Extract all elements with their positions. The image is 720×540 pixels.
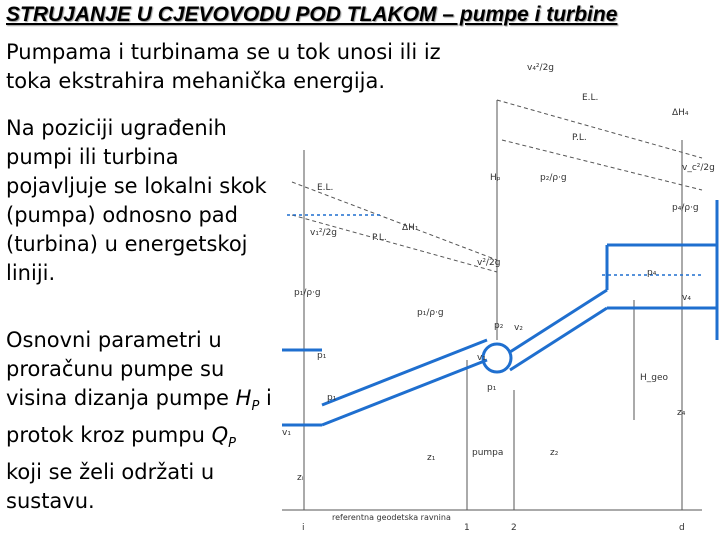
v4-label: v₄: [682, 293, 691, 303]
v2-label: v₂: [514, 323, 523, 333]
pl-right-label: P.L.: [572, 133, 587, 143]
pump-energy-diagram: [262, 40, 720, 540]
section-d-label: d: [679, 523, 685, 533]
el-right-label: E.L.: [582, 93, 599, 103]
section-2-label: 2: [511, 523, 517, 533]
v1-label: v₁: [282, 428, 291, 438]
z4-label: z₄: [677, 408, 686, 418]
pressure-line-left: [292, 215, 497, 272]
el-left-label: E.L.: [317, 183, 334, 193]
hp-variable: $H_P$: [235, 386, 260, 415]
v2-2g-label: v²/2g: [477, 258, 501, 268]
p4-rho-g: p₄/ρ·g: [672, 203, 699, 213]
pl-left-label: P.L.: [372, 233, 387, 243]
section-i-label: i: [302, 523, 305, 533]
hp-label: Hₚ: [490, 173, 501, 183]
discharge-pipe-upper: [510, 290, 607, 352]
pi-label: p₁: [327, 393, 337, 403]
dh1-label: ΔH₁: [402, 223, 419, 233]
p1-rho-g-left: p₁/ρ·g: [294, 288, 321, 298]
v4-2g-label: v₄²/2g: [527, 63, 555, 73]
section-1-label: 1: [464, 523, 470, 533]
suction-pipe-upper: [322, 340, 487, 405]
p1-label-left: p₁: [317, 351, 327, 361]
p3-part2: i protok kroz pumpu: [6, 386, 272, 448]
energy-line-left: [292, 182, 497, 260]
reference-plane-label: referentna geodetska ravnina: [332, 513, 451, 522]
page-title: STRUJANJE U CJEVOVODU POD TLAKOM – pumpe i turbine: [6, 3, 618, 26]
p2-label: p₂: [494, 321, 504, 331]
z2-label: z₂: [550, 448, 559, 458]
v1-2g-label: v₁²/2g: [310, 228, 338, 238]
pump-symbol: [483, 344, 511, 372]
dh4-label: ΔH₄: [672, 108, 689, 118]
z1-label: z₁: [427, 453, 436, 463]
hgeo-label: H_geo: [640, 373, 669, 383]
discharge-pipe-lower: [510, 308, 607, 370]
p1-label-pump: p₁: [487, 383, 497, 393]
v-pump-label: v₁: [477, 353, 486, 363]
qp-variable: $Q_P$: [211, 423, 236, 452]
pumpa-label: pumpa: [472, 448, 504, 458]
paragraph-energy-line: Na poziciji ugrađenih pumpi ili turbina pojavljuje se lokalni skok (pumpa) odnosno pad (turbina) u energetskoj liniji.: [6, 116, 267, 285]
zi-label: zᵢ: [297, 473, 304, 483]
paragraph-intro: Pumpama i turbinama se u tok unosi ili iz toka ekstrahira mehanička energija.: [6, 40, 441, 93]
pressure-line-right: [502, 140, 702, 190]
paragraph-pump-parameters: [6, 326, 276, 516]
p3-part3: koji se želi održati u sustavu.: [6, 460, 215, 514]
p1-rho-g-mid: p₁/ρ·g: [417, 308, 444, 318]
p2-rho-g: p₂/ρ·g: [540, 173, 567, 183]
p3-part1: Osnovni parametri u proračunu pumpe su visina dizanja pumpe: [6, 328, 236, 410]
vc-2g-label: v_c²/2g: [682, 163, 715, 173]
suction-pipe-lower: [322, 360, 487, 425]
p4-label: p₄: [647, 268, 657, 278]
